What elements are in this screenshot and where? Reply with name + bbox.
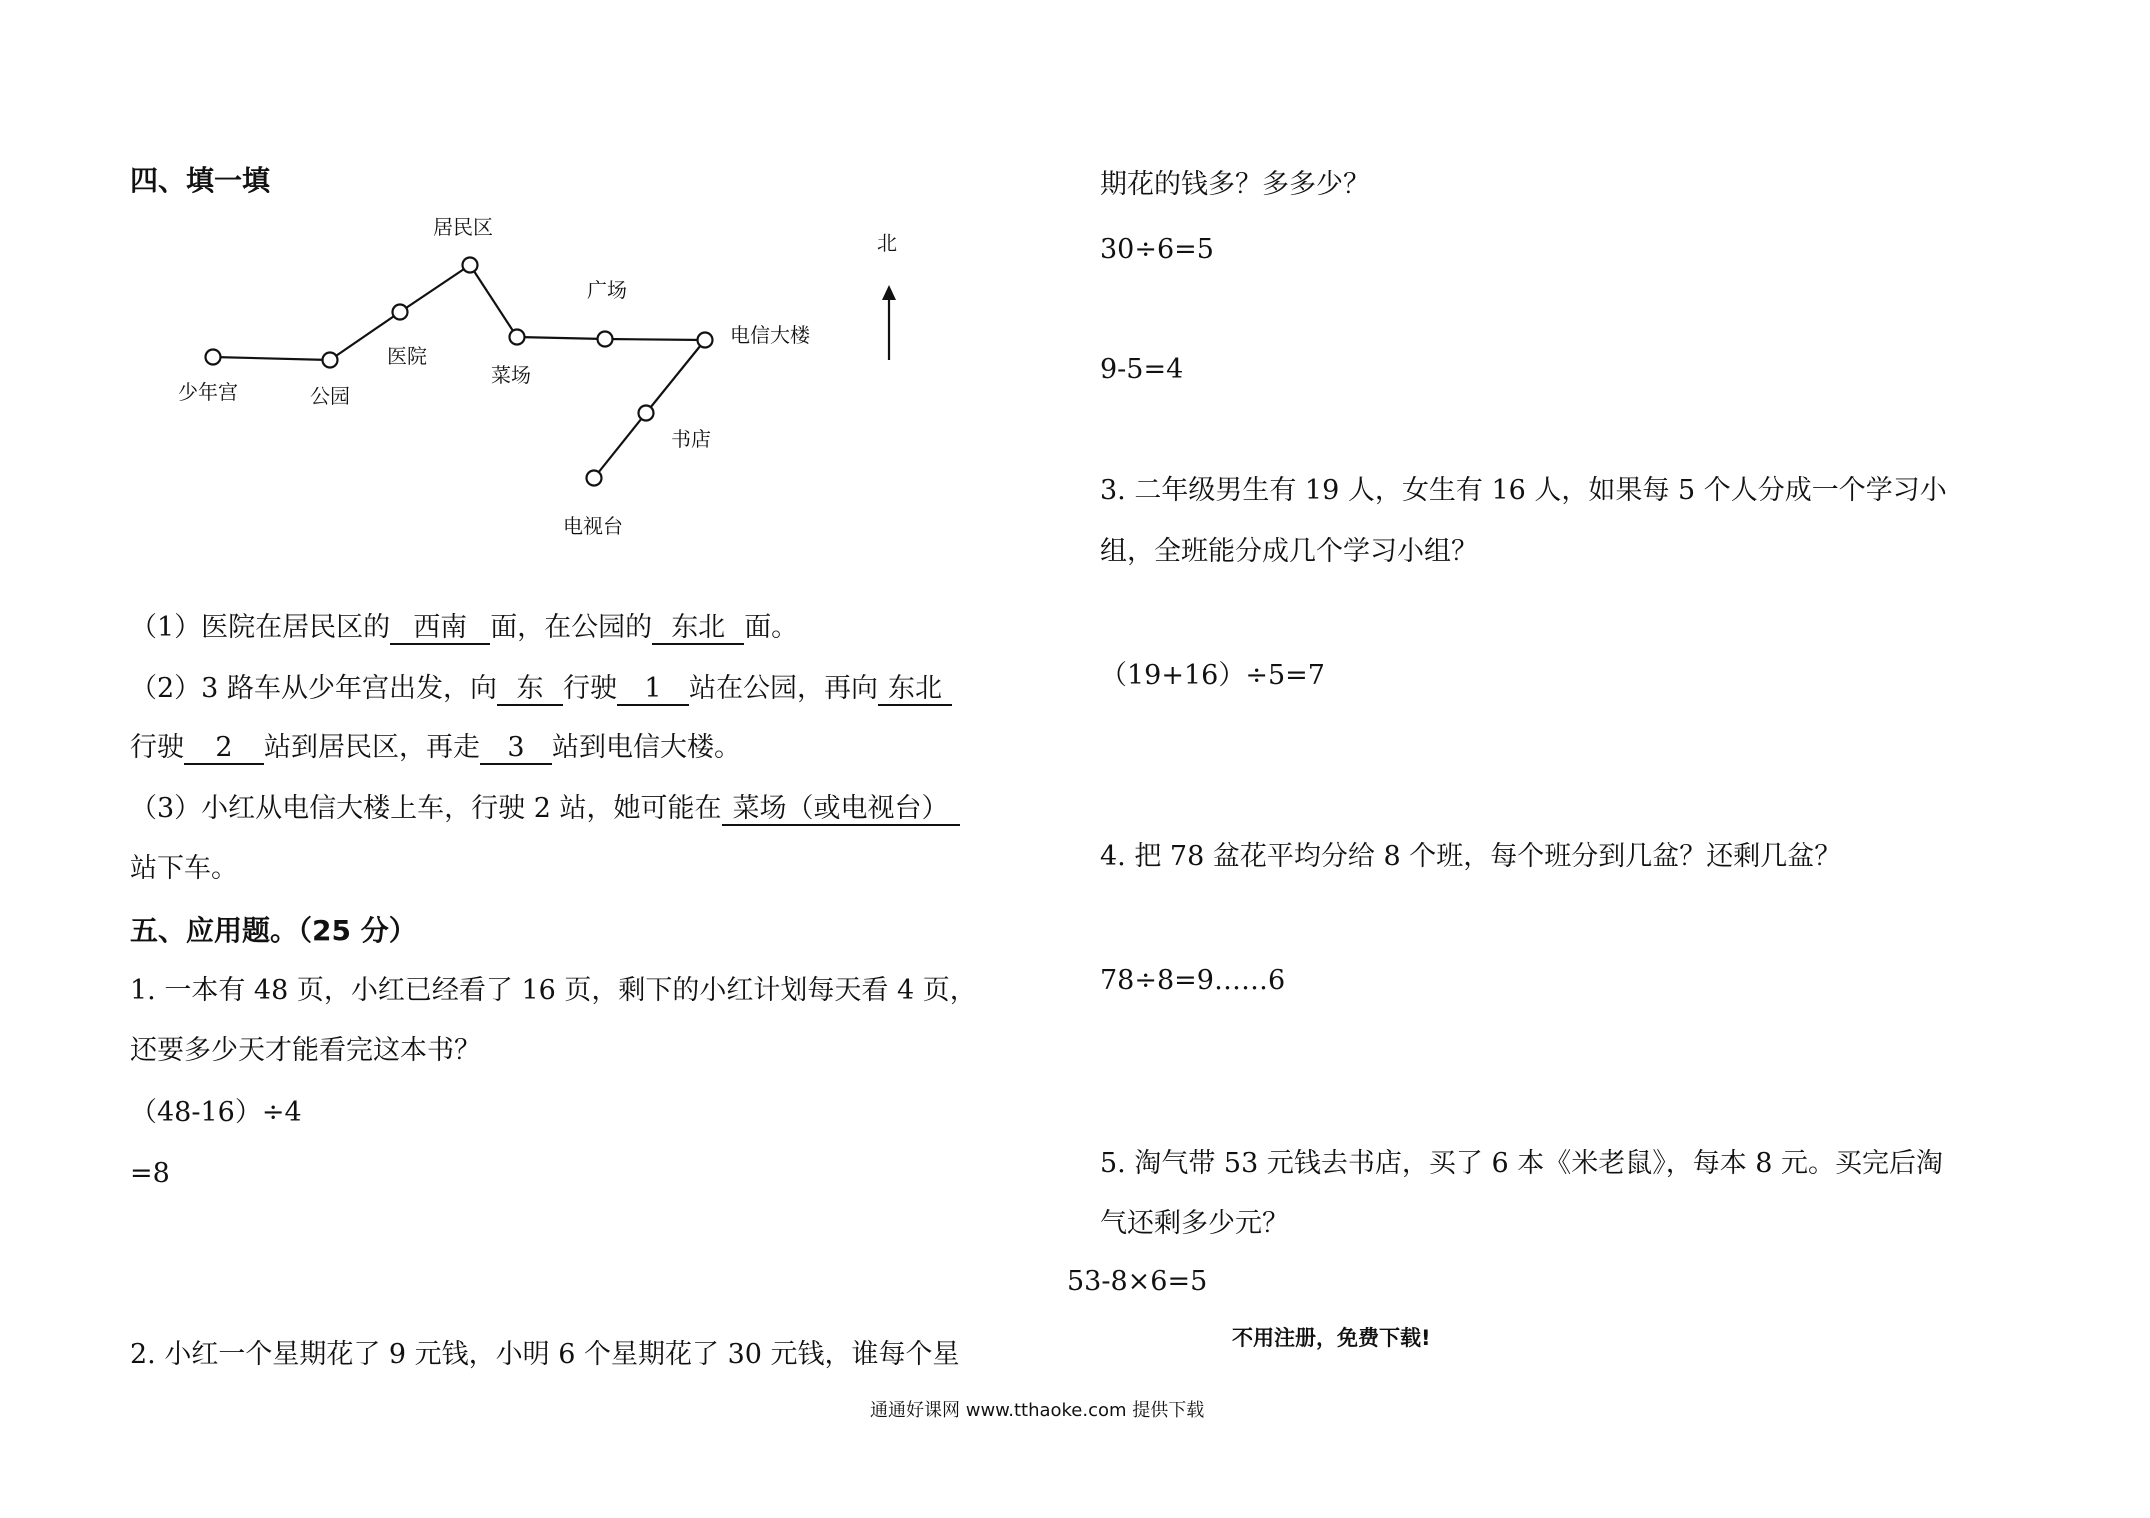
route-segment	[213, 357, 330, 360]
station-marker	[206, 350, 221, 365]
fill-question-3-line-1	[130, 792, 960, 826]
route-segment	[400, 265, 470, 312]
station-label: 居民区	[433, 215, 493, 239]
route-segment	[646, 340, 705, 413]
app-question-2-line-2: 期花的钱多？多多少？	[1100, 169, 1370, 200]
north-arrow-icon	[882, 285, 896, 300]
question-text: 站到电信大楼。	[552, 732, 741, 763]
app-question-3-line-1: 3. 二年级男生有 19 人，女生有 16 人，如果每 5 个人分成一个学习小	[1100, 475, 1947, 506]
station-marker	[587, 471, 602, 486]
question-text: 站到居民区，再走	[264, 732, 480, 763]
app-question-1-answer: =8	[130, 1158, 170, 1189]
app-question-4-line-1: 4. 把 78 盆花平均分给 8 个班，每个班分到几盆？还剩几盆？	[1100, 841, 1842, 872]
answer-blank: 2	[184, 733, 264, 765]
route-segment	[594, 413, 646, 478]
station-label: 公园	[310, 384, 350, 408]
app-question-1-line-2: 还要多少天才能看完这本书？	[130, 1035, 481, 1066]
station-marker	[463, 258, 478, 273]
app-question-1-line-1: 1. 一本有 48 页，小红已经看了 16 页，剩下的小红计划每天看 4 页，	[130, 975, 977, 1006]
route-segment	[470, 265, 517, 337]
answer-blank: 1	[617, 674, 689, 706]
answer-blank: 菜场（或电视台）	[722, 794, 960, 826]
app-question-2-line-1: 2. 小红一个星期花了 9 元钱，小明 6 个星期花了 30 元钱，谁每个星	[130, 1339, 960, 1370]
fill-question-2-line-1	[130, 672, 952, 706]
north-label: 北	[877, 231, 897, 255]
route-segment	[517, 337, 605, 339]
question-text: 面。	[744, 612, 799, 643]
route-segment	[605, 339, 705, 340]
app-question-3-line-2: 组，全班能分成几个学习小组？	[1100, 536, 1478, 567]
answer-blank: 3	[480, 733, 552, 765]
question-text: 面，在公园的	[490, 612, 653, 643]
station-label: 少年宫	[178, 380, 238, 404]
section-5-title: 五、应用题。（25 分）	[130, 914, 417, 947]
fill-question-3-line-2: 站下车。	[130, 853, 238, 884]
answer-blank: 东	[497, 674, 563, 706]
question-text: （3）小红从电信大楼上车，行驶 2 站，她可能在	[130, 793, 722, 824]
app-question-4-work: 78÷8=9……6	[1100, 965, 1286, 996]
station-label: 电信大楼	[730, 323, 810, 347]
station-marker	[510, 330, 525, 345]
section-4-title: 四、填一填	[130, 164, 271, 197]
answer-blank: 东北	[652, 613, 744, 645]
footer-credit: 通通好课网 www.tthaoke.com 提供下载	[870, 1400, 1205, 1421]
question-text: 站在公园，再向	[688, 673, 878, 704]
station-label: 医院	[387, 344, 427, 368]
question-text: （2）3 路车从少年宫出发，向	[130, 673, 497, 704]
answer-blank: 东北	[878, 674, 952, 706]
station-label: 书店	[671, 427, 711, 451]
app-question-5-line-2: 气还剩多少元？	[1100, 1208, 1289, 1239]
app-question-3-work: （19+16）÷5=7	[1100, 660, 1325, 691]
station-marker	[323, 353, 338, 368]
app-question-2-work-1: 30÷6=5	[1100, 234, 1214, 265]
station-marker	[598, 332, 613, 347]
question-text: 行驶	[130, 732, 184, 763]
station-marker	[639, 406, 654, 421]
question-text: 行驶	[562, 673, 617, 704]
station-label: 电视台	[563, 514, 623, 538]
app-question-5-work: 53-8×6=5	[1067, 1266, 1208, 1297]
question-text: （1）医院在居民区的	[130, 612, 391, 643]
promo-text: 不用注册，免费下载!	[1232, 1326, 1431, 1350]
app-question-2-work-2: 9-5=4	[1100, 354, 1184, 385]
station-label: 菜场	[491, 363, 531, 387]
station-marker	[698, 333, 713, 348]
app-question-1-work: （48-16）÷4	[130, 1097, 302, 1128]
answer-blank: 西南	[390, 613, 490, 645]
fill-question-2-line-2	[130, 731, 741, 765]
station-marker	[393, 305, 408, 320]
station-label: 广场	[587, 278, 627, 302]
app-question-5-line-1: 5. 淘气带 53 元钱去书店，买了 6 本《米老鼠》，每本 8 元。买完后淘	[1100, 1148, 1944, 1179]
fill-question-1	[130, 611, 798, 645]
